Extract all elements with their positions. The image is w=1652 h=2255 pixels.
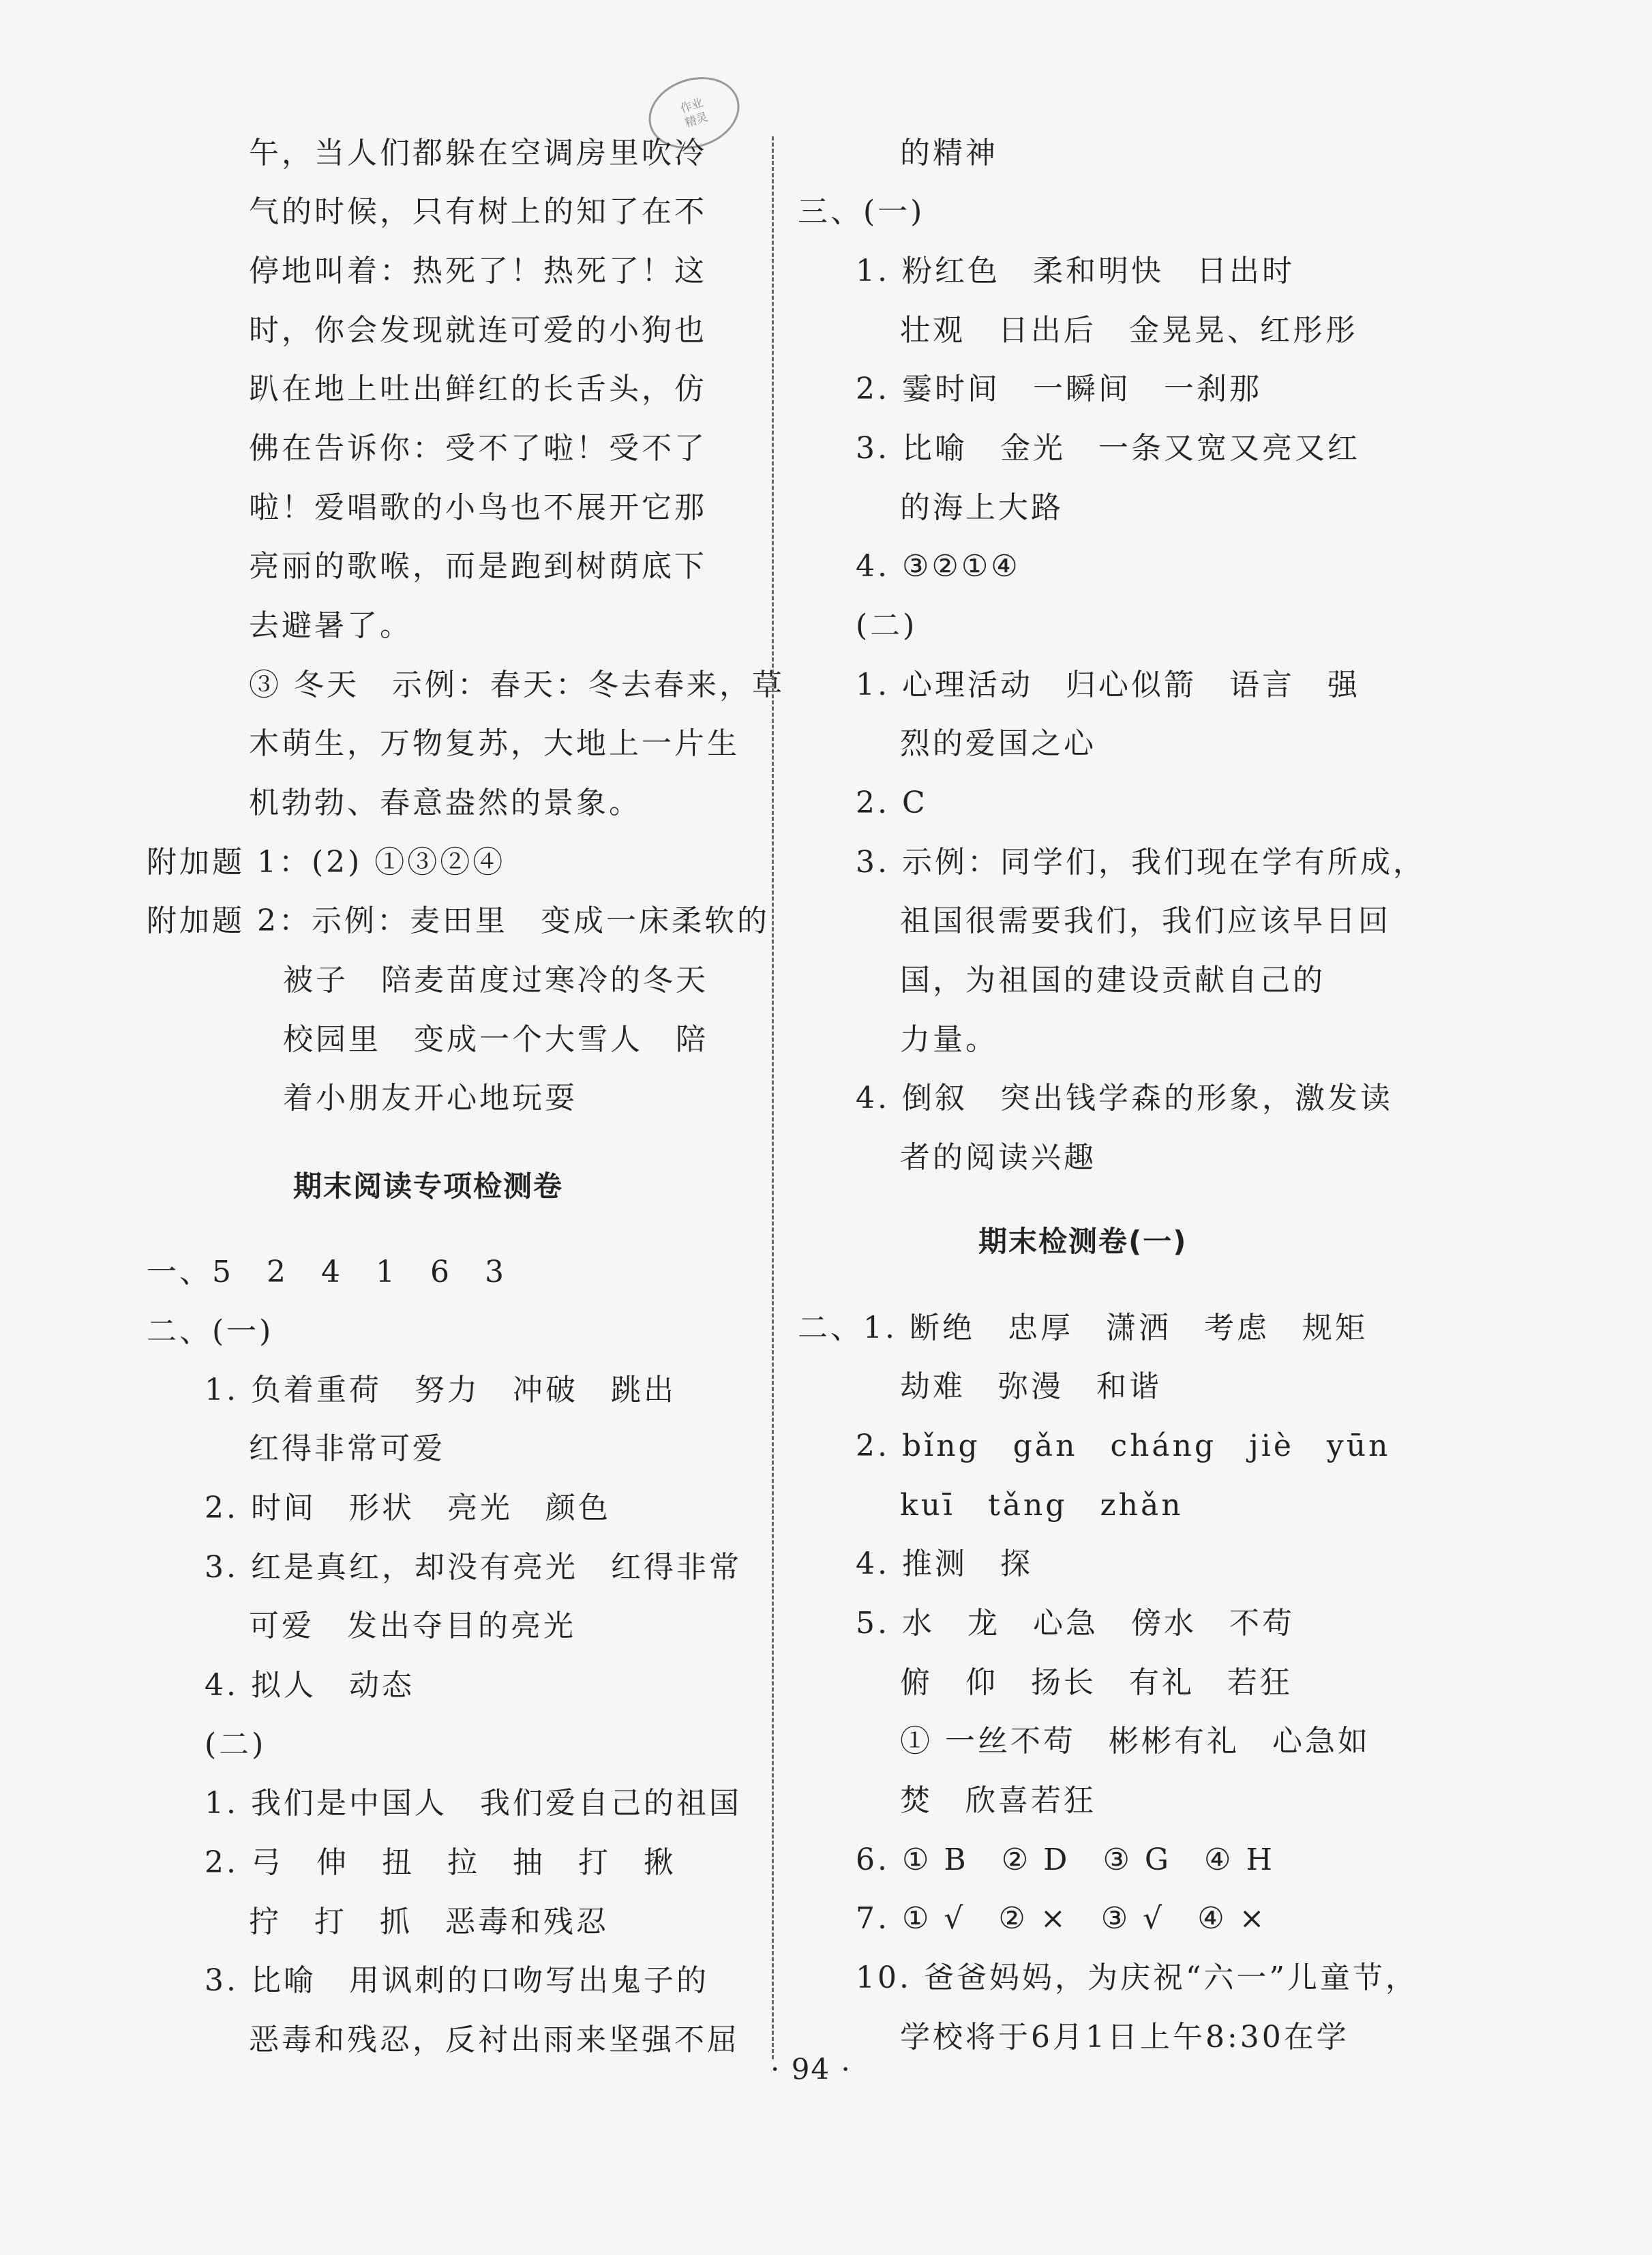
text-line: 国，为祖国的建设贡献自己的 [900,963,1325,998]
text-line: 附加题 1：(2) ①③②④ [147,845,506,880]
text-line: 校园里 变成一个大雪人 陪 [283,1022,708,1057]
text-line: 力量。 [900,1022,998,1057]
text-line: 午，当人们都躲在空调房里吹冷 [249,136,707,170]
text-line: 被子 陪麦苗度过寒冷的冬天 [283,963,708,998]
text-line: 5. 水 龙 心急 傍水 不苟 [856,1606,1295,1641]
text-line: 2. bǐng gǎn cháng jiè yūn [856,1429,1391,1463]
text-line: 烈的爱国之心 [900,726,1096,761]
text-line: 4. ③②①④ [856,549,1021,584]
text-line: 二、1. 断绝 忠厚 潇洒 考虑 规矩 [798,1311,1368,1345]
text-line: 祖国很需要我们，我们应该早日回 [900,904,1391,938]
text-line: 着小朋友开心地玩耍 [283,1081,577,1116]
text-line: 2. 时间 形状 亮光 颜色 [205,1491,611,1525]
text-line: 气的时候，只有树上的知了在不 [249,194,707,229]
text-line: 3. 示例：同学们，我们现在学有所成， [856,845,1426,880]
text-line: 可爱 发出夺目的亮光 [249,1609,576,1643]
text-line: 3. 红是真红，却没有亮光 红得非常 [205,1550,742,1585]
text-line: 三、(一) [798,194,925,229]
text-line: 2. C [856,786,928,820]
section-heading: 期末检测卷(一) [978,1225,1188,1258]
text-line: (二) [205,1727,267,1762]
text-line: 红得非常可爱 [249,1431,445,1466]
text-line: 劫难 弥漫 和谐 [900,1369,1162,1404]
text-line: 者的阅读兴趣 [900,1140,1096,1175]
text-line: ① 一丝不苟 彬彬有礼 心急如 [900,1724,1370,1759]
text-line: 的精神 [900,136,998,170]
text-line: 学校将于6月1日上午8:30在学 [900,2020,1349,2055]
text-line: ③ 冬天 示例：春天：冬去春来，草 [249,668,785,702]
text-line: 10. 爸爸妈妈，为庆祝“六一”儿童节， [856,1960,1418,1995]
text-line: 去避暑了。 [249,608,412,643]
text-line: 趴在地上吐出鲜红的长舌头，仿 [249,372,707,406]
text-line: 拧 打 抓 恶毒和残忍 [249,1905,609,1939]
text-line: 4. 倒叙 突出钱学森的形象，激发读 [856,1081,1393,1116]
text-line: 的海上大路 [900,490,1064,525]
text-line: 恶毒和残忍，反衬出雨来坚强不屈 [249,2022,740,2057]
text-line: 一、5 2 4 1 6 3 [147,1255,507,1289]
stamp-text-bottom: 精灵 [683,110,710,130]
column-divider [772,136,774,2059]
text-line: 二、(一) [147,1314,274,1349]
text-line: kuī tǎng zhǎn [900,1488,1184,1523]
page-number: · 94 · [770,2052,852,2086]
text-line: 机勃勃、春意盎然的景象。 [249,786,642,820]
text-line: 2. 霎时间 一瞬间 一刹那 [856,372,1262,406]
text-line: 1. 粉红色 柔和明快 日出时 [856,254,1295,288]
text-line: 7. ① √ ② × ③ √ ④ × [856,1901,1267,1936]
text-line: 停地叫着：热死了！热死了！这 [249,254,707,288]
section-heading: 期末阅读专项检测卷 [293,1169,564,1203]
text-line: 3. 比喻 用讽刺的口吻写出鬼子的 [205,1963,709,1998]
stamp-text-top: 作业 [678,95,705,116]
text-line: 佛在告诉你：受不了啦！受不了 [249,431,707,466]
text-line: 6. ① B ② D ③ G ④ H [856,1842,1275,1877]
text-line: 4. 推测 探 [856,1547,1033,1581]
text-line: 焚 欣喜若狂 [900,1783,1096,1818]
text-line: 附加题 2：示例：麦田里 变成一床柔软的 [147,904,770,938]
text-line: 亮丽的歌喉，而是跑到树荫底下 [249,549,707,584]
text-line: 2. 弓 伸 扭 拉 抽 打 揪 [205,1845,676,1880]
text-line: 木萌生，万物复苏，大地上一片生 [249,726,740,761]
text-line: 壮观 日出后 金晃晃、红彤彤 [900,313,1358,348]
text-line: 4. 拟人 动态 [205,1668,415,1703]
text-line: 3. 比喻 金光 一条又宽又亮又红 [856,431,1360,466]
text-line: 1. 心理活动 归心似箭 语言 强 [856,668,1360,702]
text-line: 1. 负着重荷 努力 冲破 跳出 [205,1373,676,1407]
text-line: 俯 仰 扬长 有礼 若狂 [900,1665,1293,1700]
text-line: 时，你会发现就连可爱的小狗也 [249,313,707,348]
text-line: (二) [856,608,918,643]
text-line: 啦！爱唱歌的小鸟也不展开它那 [249,490,707,525]
text-line: 1. 我们是中国人 我们爱自己的祖国 [205,1786,742,1821]
